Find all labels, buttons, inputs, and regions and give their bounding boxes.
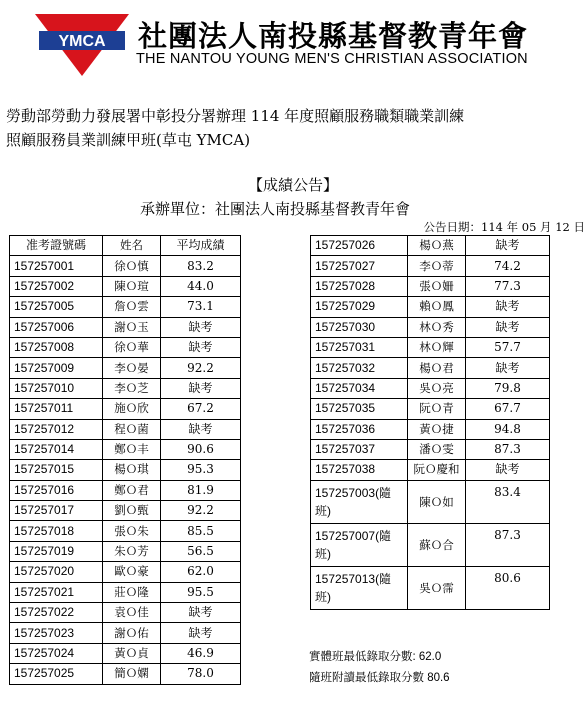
candidate-id: 157257035 (311, 399, 408, 419)
table-row (311, 480, 550, 523)
table-row (10, 337, 241, 357)
table-row (311, 317, 550, 337)
candidate-name: 謝Ｏ佑 (103, 623, 161, 643)
candidate-id: 157257025 (10, 664, 103, 684)
candidate-score: 92.2 (161, 501, 241, 521)
candidate-id: 157257022 (10, 603, 103, 623)
candidate-score: 78.0 (161, 664, 241, 684)
candidate-name: 簡Ｏ嫻 (103, 664, 161, 684)
table-row (10, 541, 241, 561)
candidate-score: 67.2 (161, 399, 241, 419)
candidate-name: 潘Ｏ雯 (408, 439, 466, 459)
candidate-score: 95.5 (161, 582, 241, 602)
candidate-name: 黃Ｏ捷 (408, 419, 466, 439)
course-title-line1: 勞動部勞動力發展署中彰投分署辦理 114 年度照顧服務職類職業訓練 (6, 107, 465, 125)
table-row (10, 419, 241, 439)
candidate-name: 張Ｏ朱 (103, 521, 161, 541)
org-name-english: THE NANTOU YOUNG MEN'S CHRISTIAN ASSOCIATION (136, 51, 528, 67)
candidate-score: 87.3 (466, 439, 550, 459)
candidate-name: 劉Ｏ甄 (103, 501, 161, 521)
candidate-id: 157257007(隨班) (311, 523, 408, 566)
candidate-score: 57.7 (466, 337, 550, 357)
candidate-name: 吳Ｏ霈 (408, 566, 466, 609)
publish-date: 公告日期：114 年 05 月 12 日 (423, 220, 585, 234)
candidate-id: 157257002 (10, 276, 103, 296)
candidate-id: 157257019 (10, 541, 103, 561)
table-row (10, 501, 241, 521)
table-row (10, 562, 241, 582)
organizer: 承辦單位：社團法人南投縣基督教青年會 (140, 200, 411, 218)
candidate-score: 缺考 (161, 623, 241, 643)
candidate-id: 157257003(隨班) (311, 480, 408, 523)
score-table-right (310, 235, 550, 610)
candidate-id: 157257018 (10, 521, 103, 541)
table-row (311, 419, 550, 439)
min-score-auditor-note: 隨班附讀最低錄取分數 80.6 (309, 672, 450, 684)
candidate-score: 缺考 (466, 297, 550, 317)
table-row (311, 399, 550, 419)
candidate-id: 157257032 (311, 358, 408, 378)
candidate-name: 施Ｏ欣 (103, 399, 161, 419)
candidate-score: 缺考 (161, 419, 241, 439)
table-row (10, 603, 241, 623)
candidate-score: 缺考 (466, 317, 550, 337)
candidate-name: 阮Ｏ青 (408, 399, 466, 419)
candidate-name: 程Ｏ菌 (103, 419, 161, 439)
candidate-name: 楊Ｏ燕 (408, 236, 466, 256)
candidate-id: 157257013(隨班) (311, 566, 408, 609)
candidate-name: 李Ｏ蒂 (408, 256, 466, 276)
candidate-name: 徐Ｏ華 (103, 337, 161, 357)
table-row (311, 337, 550, 357)
candidate-name: 林Ｏ秀 (408, 317, 466, 337)
candidate-id: 157257030 (311, 317, 408, 337)
candidate-score: 80.6 (466, 566, 550, 609)
candidate-id: 157257024 (10, 643, 103, 663)
candidate-id: 157257034 (311, 378, 408, 398)
candidate-name: 李Ｏ晏 (103, 358, 161, 378)
table-row (10, 460, 241, 480)
candidate-name: 陳Ｏ如 (408, 480, 466, 523)
candidate-name: 袁Ｏ佳 (103, 603, 161, 623)
candidate-name: 楊Ｏ琪 (103, 460, 161, 480)
candidate-name: 徐Ｏ慎 (103, 256, 161, 276)
candidate-id: 157257012 (10, 419, 103, 439)
candidate-score: 缺考 (466, 236, 550, 256)
table-row (311, 378, 550, 398)
candidate-name: 歐Ｏ豪 (103, 562, 161, 582)
table-row (10, 582, 241, 602)
candidate-score: 94.8 (466, 419, 550, 439)
candidate-score: 56.5 (161, 541, 241, 561)
candidate-score: 85.5 (161, 521, 241, 541)
candidate-score: 79.8 (466, 378, 550, 398)
table-row (311, 439, 550, 459)
table-row (10, 399, 241, 419)
candidate-score: 74.2 (466, 256, 550, 276)
candidate-name: 陳Ｏ瑄 (103, 276, 161, 296)
course-title (6, 104, 464, 152)
candidate-score: 77.3 (466, 276, 550, 296)
ymca-logo (35, 14, 129, 76)
candidate-id: 157257028 (311, 276, 408, 296)
candidate-name: 黃Ｏ貞 (103, 643, 161, 663)
table-row (311, 566, 550, 609)
min-score-note: 實體班最低錄取分數: 62.0 (309, 651, 442, 663)
table-row (10, 276, 241, 296)
candidate-id: 157257008 (10, 337, 103, 357)
candidate-name: 莊Ｏ隆 (103, 582, 161, 602)
candidate-id: 157257017 (10, 501, 103, 521)
course-title-line2: 照顧服務員業訓練甲班(草屯 YMCA) (6, 131, 251, 149)
candidate-score: 95.3 (161, 460, 241, 480)
table-header-row (10, 236, 241, 256)
candidate-score: 90.6 (161, 439, 241, 459)
candidate-id: 157257036 (311, 419, 408, 439)
candidate-score: 73.1 (161, 297, 241, 317)
candidate-id: 157257014 (10, 439, 103, 459)
table-row (311, 523, 550, 566)
candidate-score: 缺考 (161, 378, 241, 398)
header-score: 平均成績 (161, 236, 241, 256)
candidate-score: 83.2 (161, 256, 241, 276)
candidate-score: 62.0 (161, 562, 241, 582)
candidate-id: 157257010 (10, 378, 103, 398)
table-row (10, 439, 241, 459)
candidate-name: 詹Ｏ雲 (103, 297, 161, 317)
candidate-id: 157257026 (311, 236, 408, 256)
candidate-id: 157257015 (10, 460, 103, 480)
candidate-score: 67.7 (466, 399, 550, 419)
candidate-id: 157257021 (10, 582, 103, 602)
logo-text: YMCA (58, 33, 106, 50)
table-row (10, 623, 241, 643)
table-row (10, 358, 241, 378)
candidate-id: 157257037 (311, 439, 408, 459)
candidate-id: 157257031 (311, 337, 408, 357)
table-row (311, 460, 550, 480)
table-row (311, 358, 550, 378)
candidate-score: 缺考 (161, 337, 241, 357)
candidate-name: 鄭Ｏ丰 (103, 439, 161, 459)
candidate-score: 缺考 (466, 460, 550, 480)
table-row (10, 643, 241, 663)
table-row (311, 256, 550, 276)
candidate-score: 缺考 (466, 358, 550, 378)
candidate-name: 阮Ｏ慶和 (408, 460, 466, 480)
table-row (10, 521, 241, 541)
candidate-score: 87.3 (466, 523, 550, 566)
table-row (10, 480, 241, 500)
candidate-id: 157257029 (311, 297, 408, 317)
header-id: 准考證號碼 (10, 236, 103, 256)
candidate-id: 157257006 (10, 317, 103, 337)
candidate-score: 81.9 (161, 480, 241, 500)
candidate-name: 謝Ｏ玉 (103, 317, 161, 337)
candidate-name: 賴Ｏ鳳 (408, 297, 466, 317)
candidate-id: 157257011 (10, 399, 103, 419)
candidate-name: 蘇Ｏ合 (408, 523, 466, 566)
candidate-score: 44.0 (161, 276, 241, 296)
table-row (10, 378, 241, 398)
candidate-name: 朱Ｏ芳 (103, 541, 161, 561)
candidate-id: 157257009 (10, 358, 103, 378)
candidate-score: 缺考 (161, 603, 241, 623)
org-name-chinese: 社團法人南投縣基督教青年會 (138, 19, 529, 53)
candidate-id: 157257027 (311, 256, 408, 276)
candidate-id: 157257005 (10, 297, 103, 317)
candidate-id: 157257038 (311, 460, 408, 480)
candidate-name: 李Ｏ芝 (103, 378, 161, 398)
candidate-id: 157257020 (10, 562, 103, 582)
table-row (10, 256, 241, 276)
candidate-name: 林Ｏ輝 (408, 337, 466, 357)
candidate-name: 楊Ｏ君 (408, 358, 466, 378)
candidate-score: 46.9 (161, 643, 241, 663)
candidate-score: 83.4 (466, 480, 550, 523)
candidate-name: 張Ｏ姍 (408, 276, 466, 296)
score-table-left (9, 235, 241, 685)
notice-title: 【成績公告】 (248, 176, 339, 194)
candidate-name: 鄭Ｏ君 (103, 480, 161, 500)
table-row (10, 664, 241, 684)
table-row (10, 317, 241, 337)
candidate-id: 157257016 (10, 480, 103, 500)
table-row (311, 297, 550, 317)
candidate-id: 157257023 (10, 623, 103, 643)
candidate-score: 92.2 (161, 358, 241, 378)
candidate-id: 157257001 (10, 256, 103, 276)
table-row (10, 297, 241, 317)
candidate-name: 吳Ｏ亮 (408, 378, 466, 398)
table-row (311, 236, 550, 256)
header-name: 姓名 (103, 236, 161, 256)
table-row (311, 276, 550, 296)
candidate-score: 缺考 (161, 317, 241, 337)
